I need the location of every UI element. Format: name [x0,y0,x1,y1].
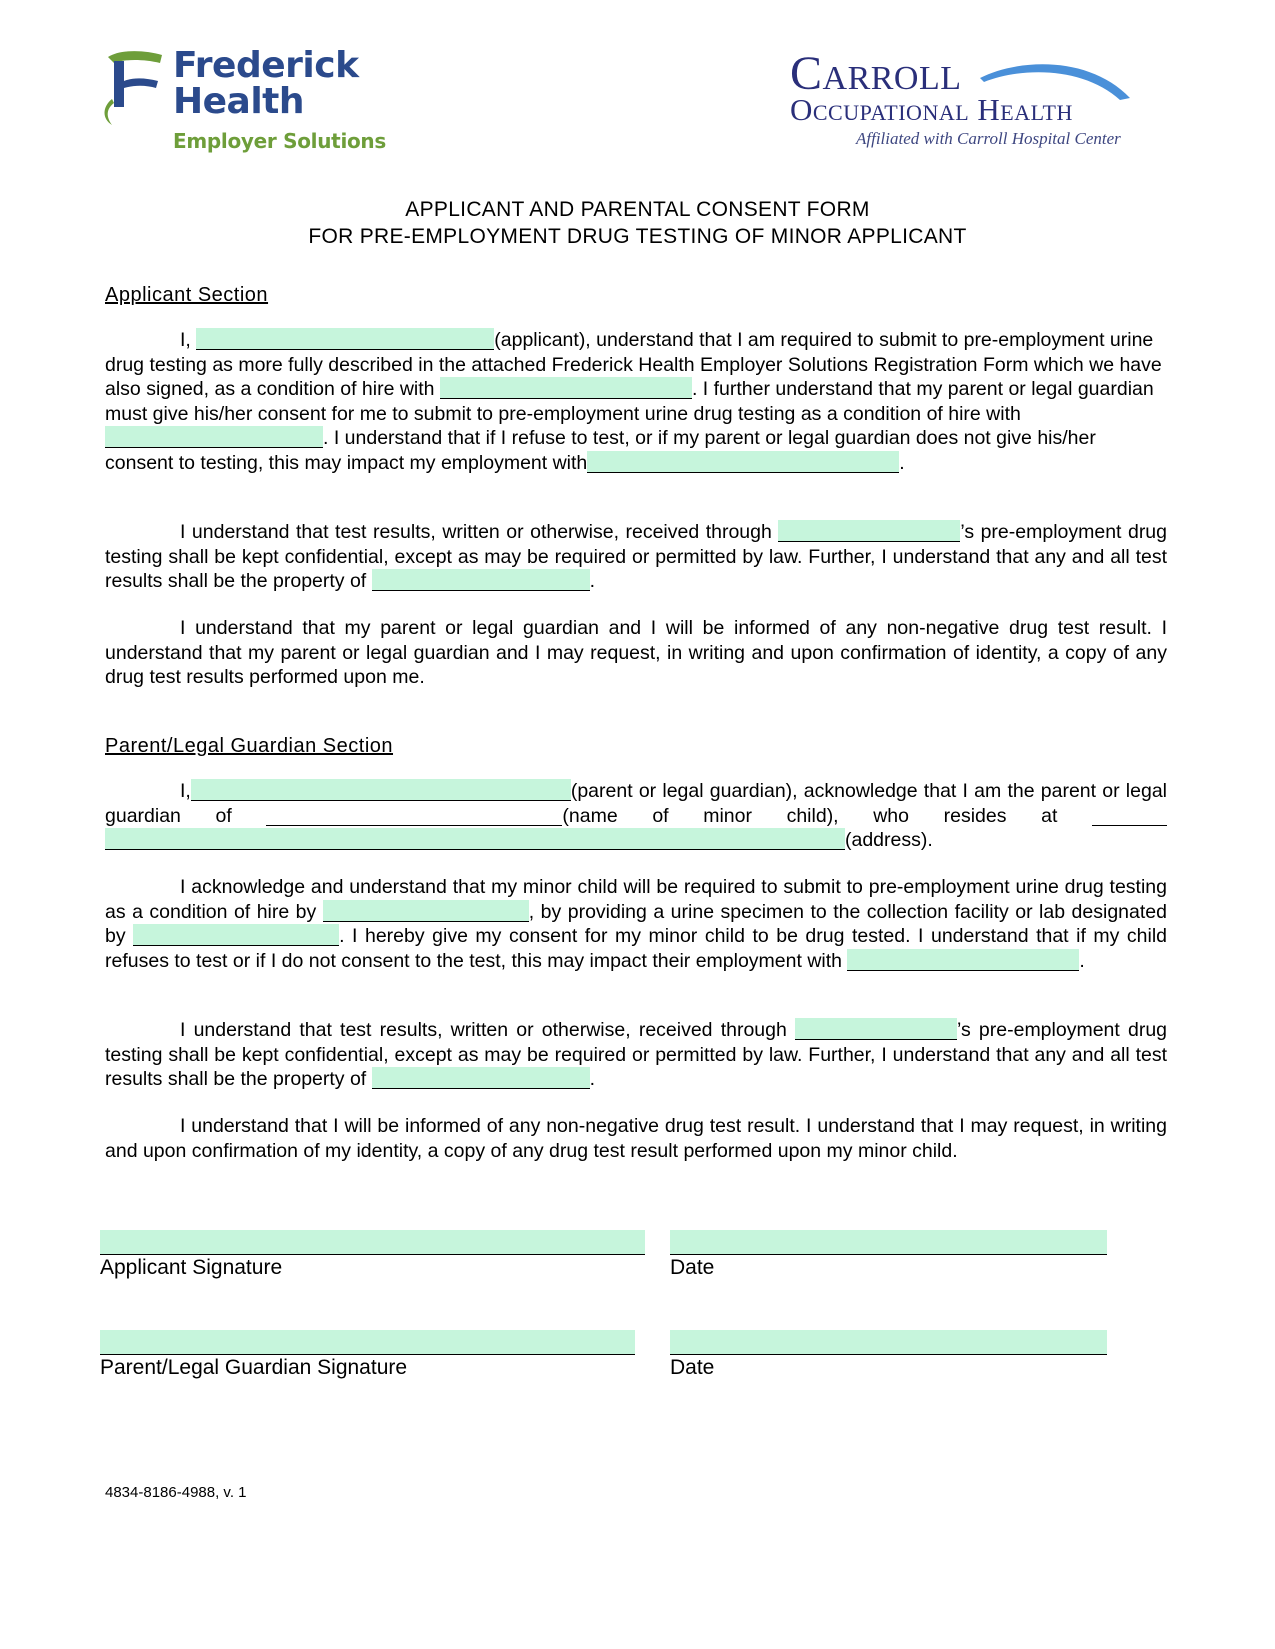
applicant-date-field[interactable] [670,1230,1107,1255]
address-field[interactable] [105,828,845,850]
applicant-signature-label: Applicant Signature [100,1256,283,1279]
affiliation-text: Affiliated with Carroll Hospital Center [856,129,1121,148]
employer-name-field-2[interactable] [105,426,323,448]
applicant-name-field[interactable] [196,328,494,350]
guardian-name-field[interactable] [191,779,571,801]
carroll-occupational-health-logo [790,47,1190,160]
guardian-paragraph-2: I acknowledge and understand that my minor child will be required to submit to pre-employment urine drug testing as a condition of hire by , by providing a urine specimen to the collection facility or lab designated by . I hereby give my consent for my minor child to be drug tested. I understand that if my child refuses to test or if I do not consent to the test, this may impact their employment with . [105,876,1167,972]
employer-name-field-3[interactable] [587,451,899,473]
frederick-health-logo [100,44,400,159]
guardian-signature-label: Parent/Legal Guardian Signature [100,1356,408,1379]
carroll-name: Carroll [790,47,962,100]
employer-name-field-1[interactable] [440,377,692,399]
employer-name-field-4[interactable] [847,949,1079,971]
applicant-paragraph-2: I understand that test results, written or otherwise, received through ’s pre-employment drug testing shall be kept confidential, except as may be required or permitted by law. Further, I understand that any and all test results shall be the property of . [105,521,1168,592]
minor-child-name-field[interactable] [266,804,562,826]
guardian-date-field[interactable] [670,1330,1107,1355]
results-owner-field-1[interactable] [372,569,590,591]
applicant-section-heading: Applicant Section [105,284,269,306]
occupational-health-text: Occupational Health [790,92,1073,127]
frederick-health-mark-icon [100,47,164,129]
guardian-paragraph-3: I understand that test results, written or otherwise, received through ’s pre-employment drug testing shall be kept confidential, except as may be required or permitted by law. Further, I understand that any and all test results shall be the property of . [105,1019,1168,1090]
testing-company-field-1[interactable] [778,520,960,542]
applicant-signature-field[interactable] [100,1230,645,1255]
form-title: APPLICANT AND PARENTAL CONSENT FORM FOR PRE-EMPLOYMENT DRUG TESTING OF MINOR APPLICANT [308,198,967,248]
hiring-employer-field[interactable] [323,900,529,922]
document-id: 4834-8186-4988, v. 1 [105,1484,247,1501]
testing-company-field-2[interactable] [795,1018,957,1040]
address-field-start [1092,804,1167,826]
guardian-signature-field[interactable] [100,1330,635,1355]
guardian-paragraph-4: I understand that I will be informed of any non-negative drug test result. I understand that I may request, in writing and upon confirmation of my identity, a copy of any drug test result performed upon my minor child. [105,1115,1167,1162]
applicant-date-label: Date [670,1256,715,1279]
employer-solutions-text: Employer Solutions [173,129,386,153]
guardian-date-label: Date [670,1356,715,1379]
applicant-paragraph-3: I understand that my parent or legal guardian and I will be informed of any non-negative drug test result. I understand that my parent or legal guardian and I may request, in writing and upon confirmation of identity, a copy of any drug test results performed upon me. [105,617,1167,688]
results-owner-field-2[interactable] [372,1067,590,1089]
guardian-paragraph-1: I, (parent or legal guardian), acknowledge that I am the parent or legal guardian of (name of minor child), who resides at (address). [105,780,1167,851]
frederick-health-name: Frederick Health [173,45,359,122]
designating-party-field[interactable] [133,924,339,946]
applicant-paragraph-1: I, (applicant), understand that I am required to submit to pre-employment urine drug testing as more fully described in the attached Frederick Health Employer Solutions Registration Form which we have also signed, as a condition of hire with . I further understand that my parent or legal guardian must give his/her consent for me to submit to pre-employment urine drug testing as a condition of hire with . I understand that if I refuse to test, or if my parent or legal guardian does not give his/her consent to testing, this may impact my employment with . [105,329,1162,474]
guardian-section-heading: Parent/Legal Guardian Section [105,735,394,757]
